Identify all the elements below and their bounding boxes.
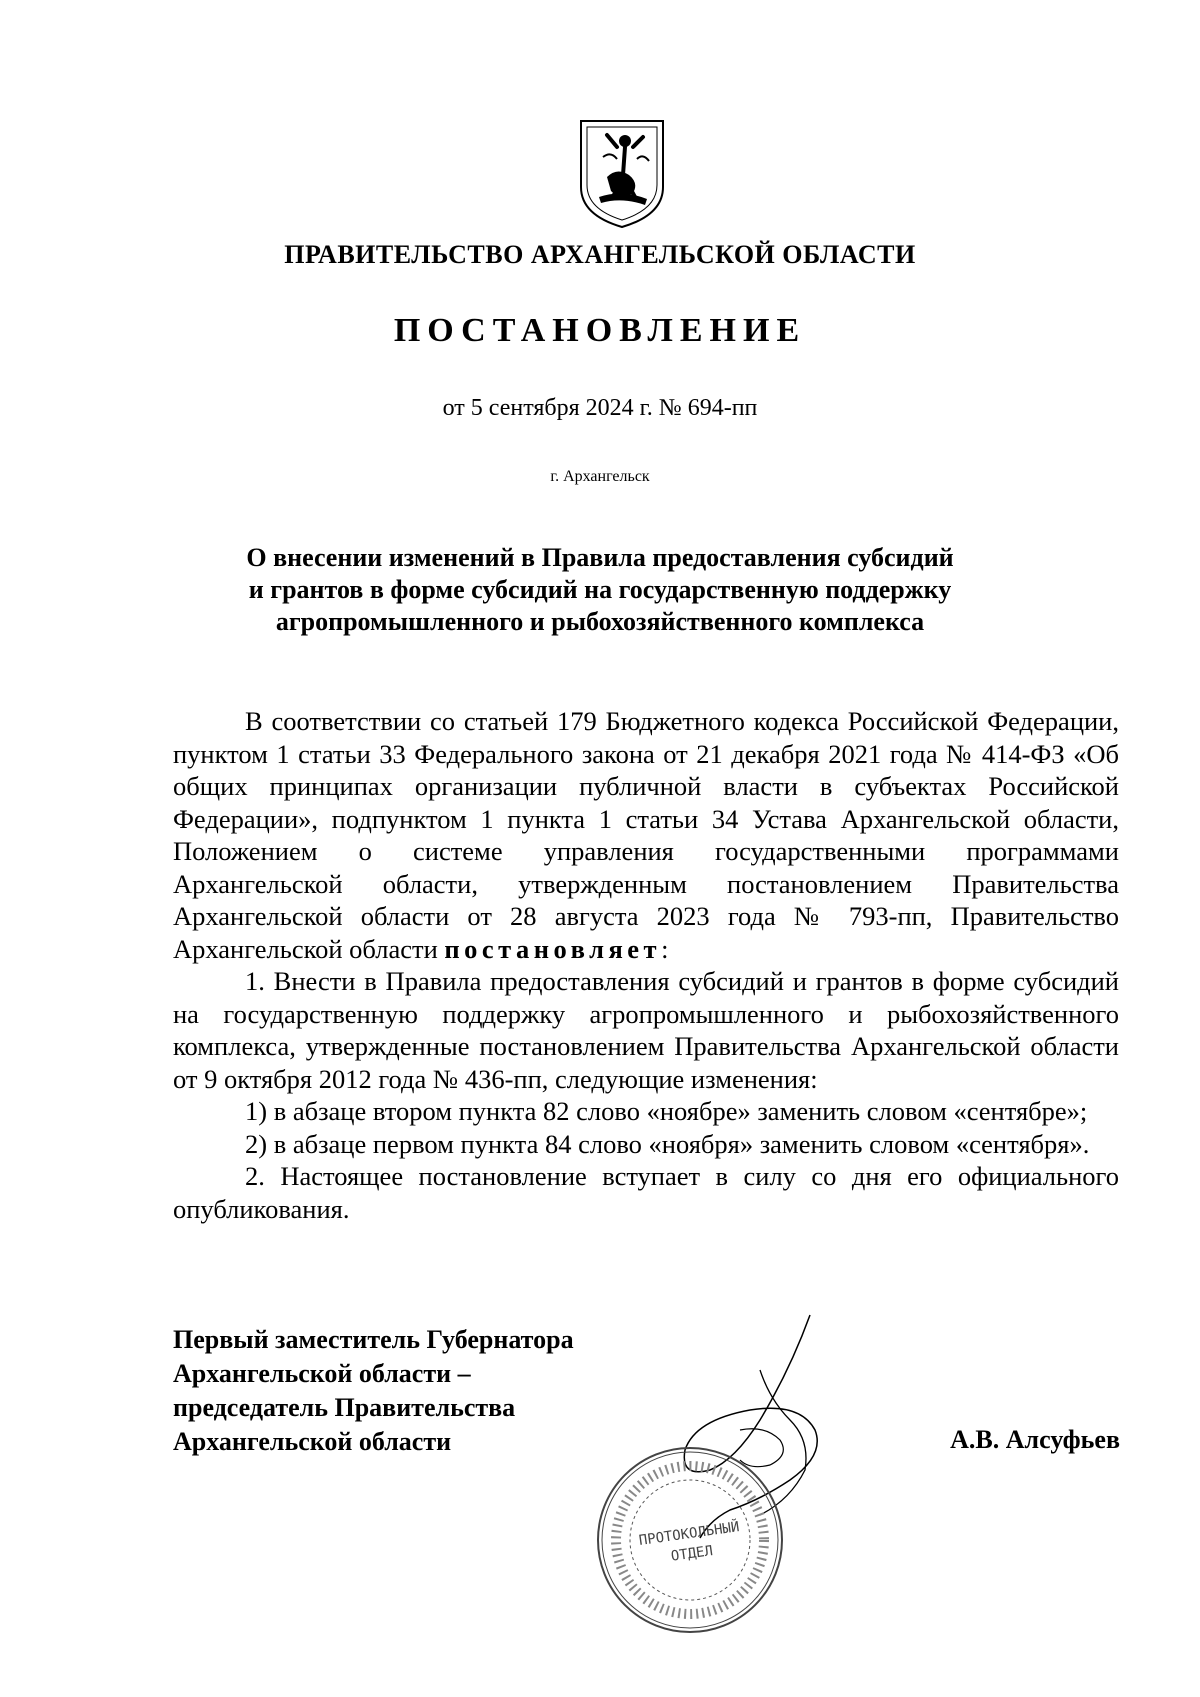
document-date-number: от 5 сентября 2024 г. № 694-пп	[442, 395, 758, 421]
title-line: агропромышленного и рыбохозяйственного комплекса	[275, 607, 925, 636]
document-title	[0, 542, 1200, 638]
title-line: О внесении изменений в Правила предоставления субсидий	[246, 543, 954, 572]
decree-colon: :	[661, 933, 669, 964]
preamble-text: В соответствии со статьей 179 Бюджетного кодекса Российской Федерации, пунктом 1 статьи 33 Федерального закона от 21 декабря 2021 года № 414-ФЗ «Об общих принципах организации публичной власти в субъектах Российской Федерации», подпунктом 1 пункта 1 статьи 34 Устава Архангельской области, Положением о системе управления государственными программами Архангельской области, утвержденным постановлением Правительства Архангельской области от 28 августа 2023 года № 793-пп, Правительство Архангельской области	[173, 706, 1119, 964]
sub-item-1: 1) в абзаце втором пункта 82 слово «ноябре» заменить словом «сентябре»;	[245, 1096, 1088, 1126]
signatory-title-line: Архангельской области	[173, 1427, 452, 1456]
signatory-title-line: председатель Правительства	[173, 1393, 516, 1422]
signatory-title	[173, 1323, 574, 1459]
organization-name: ПРАВИТЕЛЬСТВО АРХАНГЕЛЬСКОЙ ОБЛАСТИ	[284, 240, 916, 269]
seal-text: ПРОТОКОЛЬНЫЙ	[637, 1519, 741, 1550]
round-seal-icon	[590, 1440, 790, 1640]
signatory-title-line: Первый заместитель Губернатора	[173, 1325, 574, 1354]
sub-item-2: 2) в абзаце первом пункта 84 слово «ноября» заменить словом «сентября».	[245, 1128, 1090, 1159]
title-line: и грантов в форме субсидий на государственную поддержку	[248, 575, 952, 604]
signatory-title-line: Архангельской области –	[173, 1359, 471, 1388]
document-body	[173, 705, 1119, 1225]
document-city: г. Архангельск	[550, 468, 650, 485]
signatory-name: А.В. Алсуфьев	[950, 1425, 1120, 1454]
preamble-paragraph	[173, 705, 1119, 965]
decree-word: постановляет	[444, 933, 662, 964]
document-type: ПОСТАНОВЛЕНИЕ	[393, 312, 807, 349]
item-2-paragraph: 2. Настоящее постановление вступает в силу со дня его официального опубликования.	[173, 1161, 1119, 1224]
coat-of-arms-icon	[577, 117, 667, 229]
seal-text: ОТДЕЛ	[669, 1543, 714, 1565]
item-1-paragraph: 1. Внести в Правила предоставления субсидий и грантов в форме субсидий на государственную поддержку агропромышленного и рыбохозяйственного комплекса, утвержденные постановлением Правительства Архангельской области от 9 октября 2012 года № 436-пп, следующие изменения:	[173, 966, 1119, 1094]
